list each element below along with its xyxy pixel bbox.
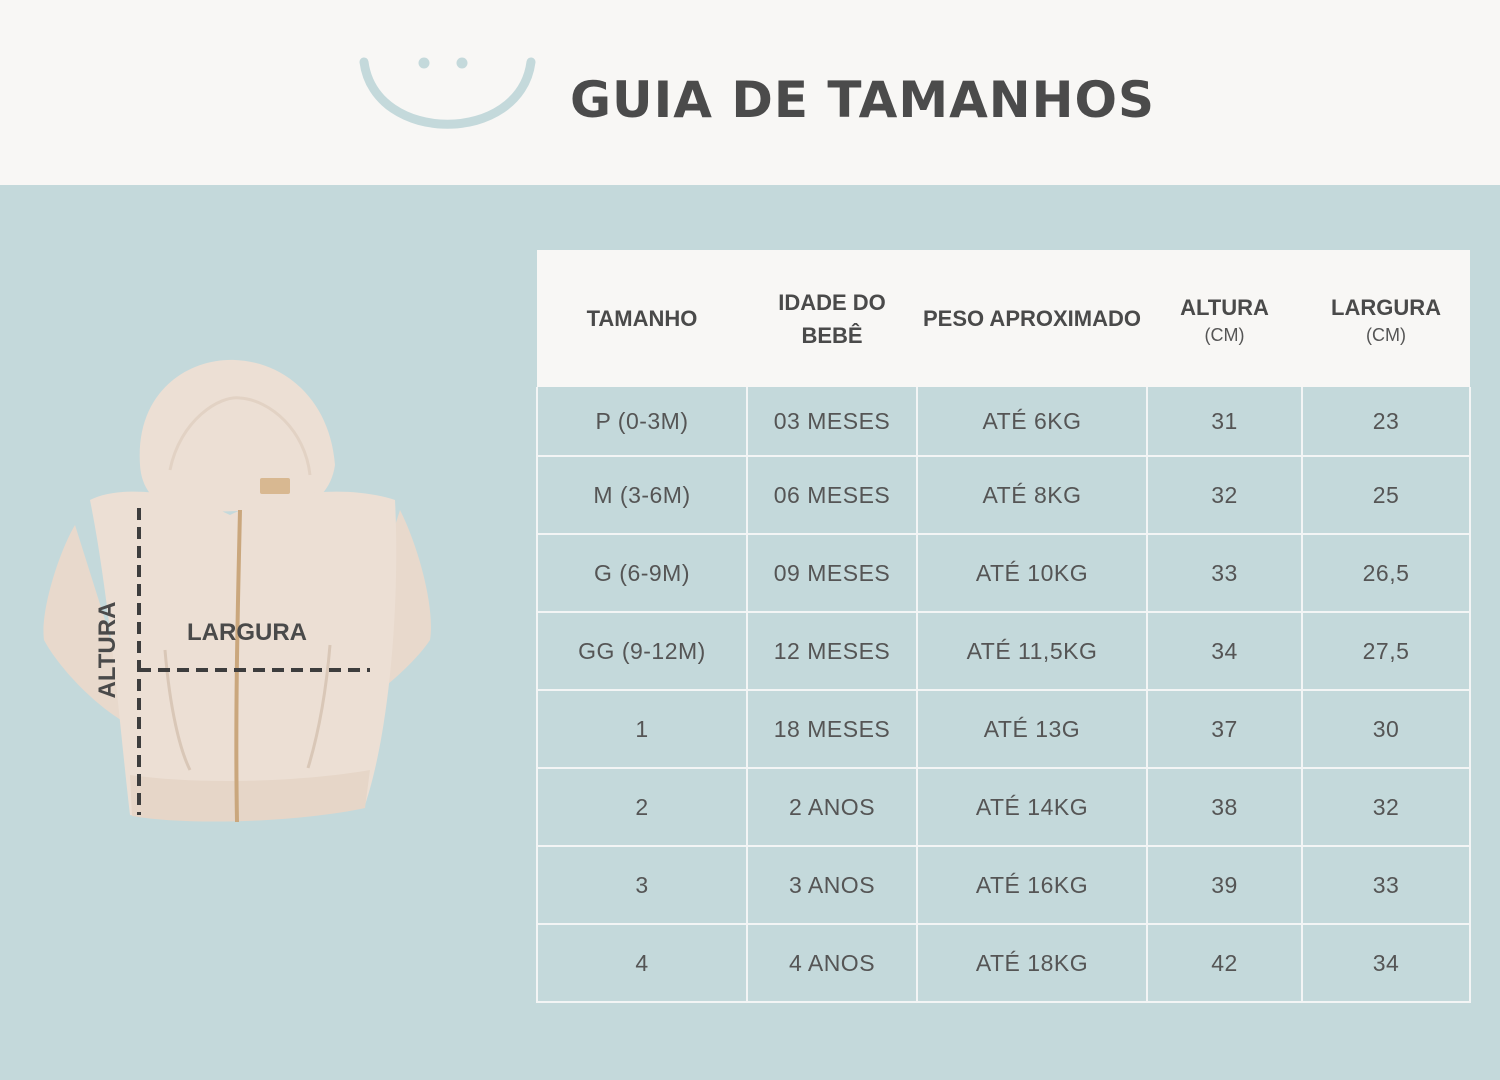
column-header-unit: (CM) [1204, 325, 1245, 345]
column-header-label: TAMANHO [586, 306, 698, 331]
table-cell: ATÉ 6KG [917, 387, 1147, 456]
table-cell: 32 [1302, 768, 1470, 846]
table-cell: G (6-9M) [537, 534, 747, 612]
table-cell: 1 [537, 690, 747, 768]
table-cell: 26,5 [1302, 534, 1470, 612]
table-cell: 4 [537, 924, 747, 1002]
table-cell: 18 MESES [747, 690, 917, 768]
table-row [537, 456, 1470, 534]
table-cell: 03 MESES [747, 387, 917, 456]
column-header [747, 250, 917, 387]
table-row [537, 846, 1470, 924]
table-row [537, 387, 1470, 456]
table-cell: 39 [1147, 846, 1302, 924]
table-row [537, 768, 1470, 846]
table-cell: 33 [1147, 534, 1302, 612]
table-cell: 42 [1147, 924, 1302, 1002]
smiley-logo-icon [355, 50, 540, 145]
table-cell: 09 MESES [747, 534, 917, 612]
table-cell: 06 MESES [747, 456, 917, 534]
table-cell: ATÉ 16KG [917, 846, 1147, 924]
table-row [537, 924, 1470, 1002]
table-cell: M (3-6M) [537, 456, 747, 534]
table-header [537, 250, 1470, 387]
altura-label: ALTURA [94, 601, 121, 699]
table-row [537, 612, 1470, 690]
largura-label: LARGURA [187, 619, 307, 646]
table-row [537, 690, 1470, 768]
page-title: GUIA DE TAMANHOS [570, 71, 1155, 129]
table-cell: 25 [1302, 456, 1470, 534]
column-header-label: PESO APROXIMADO [923, 306, 1141, 331]
header-banner [0, 0, 1500, 185]
table-cell: 3 [537, 846, 747, 924]
table-cell: 31 [1147, 387, 1302, 456]
column-header-label: LARGURA [1331, 295, 1441, 320]
table-cell: 27,5 [1302, 612, 1470, 690]
size-table [536, 250, 1471, 1003]
table-cell: 3 ANOS [747, 846, 917, 924]
table-cell: ATÉ 8KG [917, 456, 1147, 534]
table-cell: ATÉ 10KG [917, 534, 1147, 612]
table-cell: 33 [1302, 846, 1470, 924]
table-cell: 23 [1302, 387, 1470, 456]
table-cell: GG (9-12M) [537, 612, 747, 690]
column-header-label: ALTURA [1180, 295, 1269, 320]
table-cell: 34 [1147, 612, 1302, 690]
column-header-label: IDADE DO BEBÊ [778, 289, 886, 348]
table-row [537, 534, 1470, 612]
column-header [917, 250, 1147, 387]
table-cell: P (0-3M) [537, 387, 747, 456]
table-cell: 34 [1302, 924, 1470, 1002]
table-cell: 32 [1147, 456, 1302, 534]
table-cell: 2 [537, 768, 747, 846]
table-cell: 4 ANOS [747, 924, 917, 1002]
table-cell: 37 [1147, 690, 1302, 768]
table-cell: ATÉ 11,5KG [917, 612, 1147, 690]
table-cell: 30 [1302, 690, 1470, 768]
table-cell: ATÉ 14KG [917, 768, 1147, 846]
table-cell: ATÉ 13G [917, 690, 1147, 768]
table-cell: ATÉ 18KG [917, 924, 1147, 1002]
table-cell: 2 ANOS [747, 768, 917, 846]
column-header-unit: (CM) [1366, 325, 1406, 345]
table-cell: 38 [1147, 768, 1302, 846]
column-header [537, 250, 747, 387]
column-header [1302, 250, 1470, 387]
column-header [1147, 250, 1302, 387]
hoodie-illustration [30, 350, 450, 840]
table-cell: 12 MESES [747, 612, 917, 690]
